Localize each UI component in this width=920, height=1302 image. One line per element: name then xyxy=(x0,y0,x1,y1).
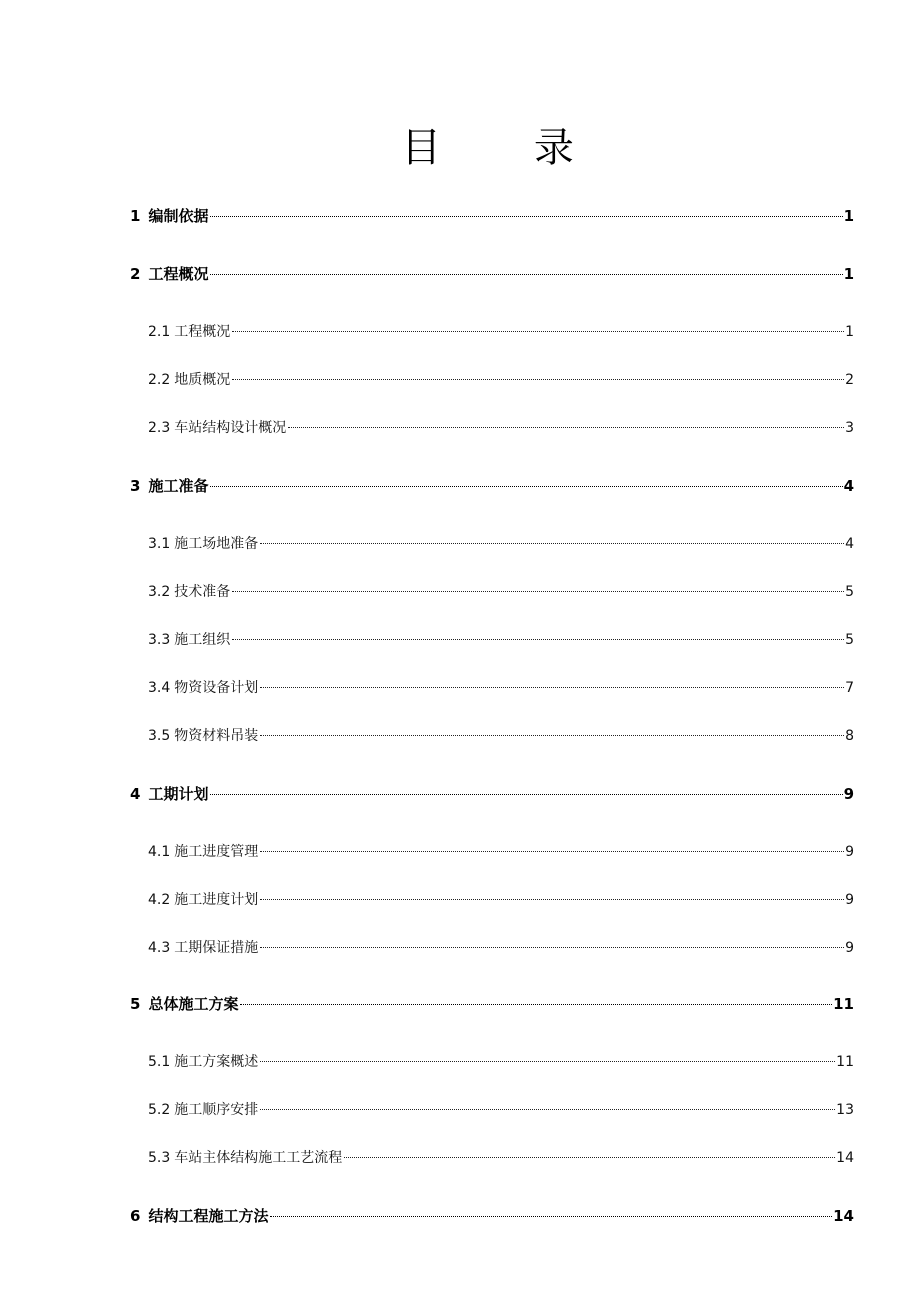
toc-entry-text: 工期保证措施 xyxy=(174,940,259,956)
toc-entry[interactable] xyxy=(130,1204,854,1228)
toc-entry[interactable] xyxy=(130,782,854,806)
toc-entry[interactable] xyxy=(148,368,854,392)
toc-entry-page: 14 xyxy=(833,1207,854,1225)
toc-entry[interactable] xyxy=(148,1146,854,1170)
toc-dot-leader xyxy=(344,1157,835,1158)
toc-entry[interactable] xyxy=(148,580,854,604)
toc-dot-leader xyxy=(260,1109,835,1110)
toc-entry-number: 3.5 xyxy=(148,728,171,744)
toc-entry-label xyxy=(130,1204,268,1228)
toc-entry-label xyxy=(130,262,208,286)
toc-entry-page: 1 xyxy=(845,324,854,340)
toc-entry-text: 施工进度计划 xyxy=(174,892,259,908)
toc-entry-text: 施工方案概述 xyxy=(174,1054,259,1070)
toc-entry-label xyxy=(148,320,230,344)
toc-entry-text: 物资材料吊装 xyxy=(174,728,259,744)
toc-entry-number: 4 xyxy=(130,785,141,803)
toc-entry-label xyxy=(148,1050,258,1074)
toc-entry-page: 1 xyxy=(843,265,854,283)
toc-entry-text: 车站主体结构施工工艺流程 xyxy=(174,1150,343,1166)
toc-entry-text: 结构工程施工方法 xyxy=(148,1207,269,1225)
toc-entry-number: 3.1 xyxy=(148,536,171,552)
toc-entry-number: 5.1 xyxy=(148,1054,171,1070)
toc-entry-text: 总体施工方案 xyxy=(148,995,239,1013)
toc-entry-label xyxy=(148,416,286,440)
toc-entry[interactable] xyxy=(148,320,854,344)
toc-entry-label xyxy=(148,368,230,392)
toc-entry[interactable] xyxy=(148,936,854,960)
toc-entry-page: 9 xyxy=(845,940,854,956)
toc-entry-text: 施工组织 xyxy=(174,632,231,648)
toc-entry[interactable] xyxy=(148,532,854,556)
toc-entry[interactable] xyxy=(148,840,854,864)
toc-title: 目 录 xyxy=(401,125,614,171)
toc-entry-text: 技术准备 xyxy=(174,584,231,600)
toc-dot-leader xyxy=(232,379,844,380)
toc-entry-page: 11 xyxy=(833,995,854,1013)
toc-entry-page: 8 xyxy=(845,728,854,744)
toc-entry-label xyxy=(148,580,230,604)
toc-entry[interactable] xyxy=(148,628,854,652)
toc-entry-text: 工程概况 xyxy=(174,324,231,340)
toc-entry[interactable] xyxy=(148,416,854,440)
toc-entry-page: 2 xyxy=(845,372,854,388)
toc-entry[interactable] xyxy=(148,1098,854,1122)
toc-entry-label xyxy=(148,676,258,700)
toc-entry-text: 物资设备计划 xyxy=(174,680,259,696)
toc-entry[interactable] xyxy=(130,262,854,286)
toc-entry-number: 2 xyxy=(130,265,141,283)
toc-entry-text: 施工顺序安排 xyxy=(174,1102,259,1118)
toc-entry[interactable] xyxy=(130,204,854,228)
toc-entry-number: 3 xyxy=(130,477,141,495)
toc-entry-number: 3.4 xyxy=(148,680,171,696)
toc-dot-leader xyxy=(260,735,844,736)
toc-entry-number: 2.3 xyxy=(148,420,171,436)
toc-entry[interactable] xyxy=(148,888,854,912)
toc-entry-page: 14 xyxy=(836,1150,854,1166)
toc-entry[interactable] xyxy=(130,992,854,1016)
toc-dot-leader xyxy=(270,1216,832,1217)
toc-entry-text: 工期计划 xyxy=(148,785,209,803)
toc-entry-page: 9 xyxy=(845,892,854,908)
toc-dot-leader xyxy=(260,687,844,688)
toc-entry-label xyxy=(148,888,258,912)
toc-entry-text: 编制依据 xyxy=(148,207,209,225)
toc-entry-page: 9 xyxy=(845,844,854,860)
toc-dot-leader xyxy=(232,639,844,640)
toc-entry-number: 5.2 xyxy=(148,1102,171,1118)
toc-entry-label xyxy=(148,840,258,864)
toc-dot-leader xyxy=(260,851,844,852)
toc-entry-page: 5 xyxy=(845,632,854,648)
toc-entry-page: 3 xyxy=(845,420,854,436)
toc-entry-number: 6 xyxy=(130,1207,141,1225)
toc-entry-label xyxy=(130,782,208,806)
toc-dot-leader xyxy=(288,427,844,428)
toc-dot-leader xyxy=(210,486,842,487)
toc-dot-leader xyxy=(260,947,844,948)
toc-entry-label xyxy=(148,628,230,652)
toc-entry-number: 2.2 xyxy=(148,372,171,388)
toc-entry-number: 4.3 xyxy=(148,940,171,956)
toc-entry-label xyxy=(148,1146,342,1170)
toc-entry[interactable] xyxy=(148,1050,854,1074)
toc-entry[interactable] xyxy=(148,724,854,748)
toc-entry-number: 5.3 xyxy=(148,1150,171,1166)
toc-entry-page: 11 xyxy=(836,1054,854,1070)
toc-entry-number: 3.2 xyxy=(148,584,171,600)
toc-dot-leader xyxy=(260,1061,835,1062)
toc-entry-page: 5 xyxy=(845,584,854,600)
toc-entry-label xyxy=(148,1098,258,1122)
toc-entry-page: 1 xyxy=(843,207,854,225)
toc-entry-label xyxy=(148,936,258,960)
toc-entry[interactable] xyxy=(148,676,854,700)
toc-entry-number: 5 xyxy=(130,995,141,1013)
toc-dot-leader xyxy=(210,216,842,217)
toc-entry-text: 工程概况 xyxy=(148,265,209,283)
toc-entry-page: 7 xyxy=(845,680,854,696)
toc-entry-label xyxy=(130,204,208,228)
toc-dot-leader xyxy=(232,591,844,592)
toc-entry-text: 施工准备 xyxy=(148,477,209,495)
toc-dot-leader xyxy=(240,1004,832,1005)
toc-entry-text: 地质概况 xyxy=(174,372,231,388)
toc-entry-page: 4 xyxy=(845,536,854,552)
toc-entry-label xyxy=(148,532,258,556)
toc-entry-page: 4 xyxy=(843,477,854,495)
toc-entry-label xyxy=(130,992,238,1016)
toc-entry-number: 4.2 xyxy=(148,892,171,908)
toc-entry-number: 1 xyxy=(130,207,141,225)
toc-dot-leader xyxy=(232,331,844,332)
toc-entry-label xyxy=(148,724,258,748)
toc-entry-text: 施工场地准备 xyxy=(174,536,259,552)
toc-dot-leader xyxy=(260,543,844,544)
toc-entry-number: 2.1 xyxy=(148,324,171,340)
toc-dot-leader xyxy=(210,794,842,795)
toc-entry-text: 车站结构设计概况 xyxy=(174,420,287,436)
toc-entry-page: 13 xyxy=(836,1102,854,1118)
toc-entry-number: 4.1 xyxy=(148,844,171,860)
toc-entry-text: 施工进度管理 xyxy=(174,844,259,860)
toc-dot-leader xyxy=(260,899,844,900)
toc-entry-label xyxy=(130,474,208,498)
toc-entry-page: 9 xyxy=(843,785,854,803)
toc-entry-number: 3.3 xyxy=(148,632,171,648)
toc-entry[interactable] xyxy=(130,474,854,498)
toc-dot-leader xyxy=(210,274,842,275)
